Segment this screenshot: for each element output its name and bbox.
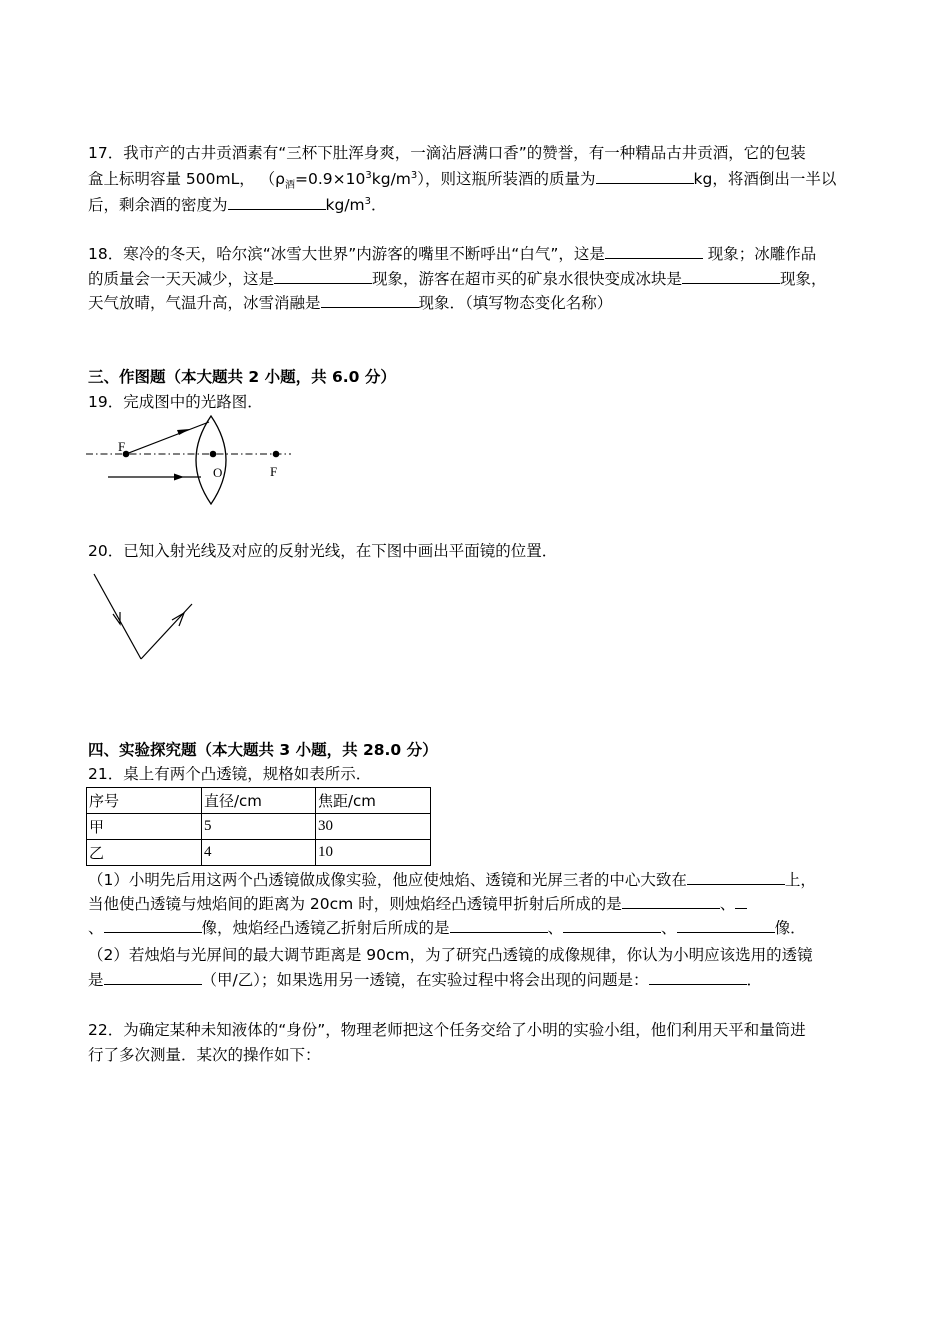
q17-density-blank[interactable] bbox=[228, 195, 326, 210]
header-cell: 序号 bbox=[87, 788, 202, 814]
header-cell: 直径/cm bbox=[202, 788, 316, 814]
q21-lens-a-blank-2a[interactable] bbox=[735, 894, 747, 909]
table-cell: 10 bbox=[316, 840, 431, 866]
q17-text-1: 17．我市产的古井贡酒素有“三杯下肚浑身爽，一滴沾唇满口香”的赞誉，有一种精品古井贡酒，它的包装 bbox=[88, 144, 806, 162]
q21-p1-text-2a: 当他使凸透镜与烛焰间的距离为 20cm 时，则烛焰经凸透镜甲折射后所成的是 bbox=[88, 895, 622, 913]
q21-part2-line-1: （2）若烛焰与光屏间的最大调节距离是 90cm，为了研究凸透镜的成像规律，你认为小明应该选用的透镜 bbox=[88, 946, 813, 964]
q21-lens-a-blank-2b[interactable] bbox=[104, 918, 202, 933]
table-cell: 4 bbox=[202, 840, 316, 866]
q18-line-2 bbox=[88, 269, 827, 289]
q17-line-1 bbox=[88, 143, 806, 163]
q21-lens-choice-blank[interactable] bbox=[104, 970, 202, 985]
q18-blank-3[interactable] bbox=[682, 269, 780, 284]
q18-text-1a: 18．寒冷的冬天，哈尔滨“冰雪大世界”内游客的嘴里不断呼出“白气”，这是 bbox=[88, 245, 605, 263]
q19-prompt: 19．完成图中的光路图． bbox=[88, 393, 263, 411]
q17-text-2e: kg，将酒倒出一半以 bbox=[693, 170, 837, 188]
section-4-heading: 四、实验探究题（本大题共 3 小题，共 28.0 分） bbox=[88, 741, 438, 759]
table-cell: 甲 bbox=[87, 814, 202, 840]
q17-text-2b: =0.9×10 bbox=[295, 170, 366, 188]
table-row bbox=[87, 840, 431, 866]
q21-lens-b-blank-2[interactable] bbox=[563, 918, 661, 933]
q21-part2-line-2 bbox=[88, 970, 762, 990]
q21-p1-text-3e: 像． bbox=[774, 919, 806, 937]
q17-text-2c: kg/m bbox=[371, 170, 411, 188]
q21-p1-text-1b: 上， bbox=[784, 871, 816, 889]
q21-part1-line-3 bbox=[88, 918, 806, 938]
optical-center-dot bbox=[210, 451, 217, 458]
q22-line-2: 行了多次测量．某次的操作如下： bbox=[88, 1046, 321, 1064]
q17-line-2 bbox=[88, 169, 837, 192]
q21-p2-text-2a: 是 bbox=[88, 971, 104, 989]
q17-line-3 bbox=[88, 195, 387, 215]
q18-text-2a: 的质量会一天天减少，这是 bbox=[88, 270, 275, 288]
table-cell: 5 bbox=[202, 814, 316, 840]
q18-text-3b: 现象．（填写物态变化名称） bbox=[418, 294, 613, 312]
q21-p1-text-3b: 像，烛焰经凸透镜乙折射后所成的是 bbox=[201, 919, 450, 937]
q21-lens-a-blank-1[interactable] bbox=[622, 894, 720, 909]
q21-problem-blank[interactable] bbox=[649, 970, 747, 985]
q20-reflection-diagram bbox=[88, 570, 198, 665]
q17-sup-1: 3 bbox=[365, 169, 372, 181]
q19-lens-diagram bbox=[86, 414, 296, 506]
q22-line-1: 22．为确定某种未知液体的“身份”，物理老师把这个任务交给了小明的实验小组，他们利用天平和量筒进 bbox=[88, 1021, 806, 1039]
q21-p2-text-2b: （甲/乙）；如果选用另一透镜，在实验过程中将会出现的问题是： bbox=[201, 971, 649, 989]
q17-mass-blank[interactable] bbox=[596, 169, 694, 184]
focus-right-dot bbox=[273, 451, 280, 458]
q21-p1-text-1a: （1）小明先后用这两个凸透镜做成像实验，他应使烛焰、透镜和光屏三者的中心大致在 bbox=[88, 871, 687, 889]
q17-text-3b: kg/m bbox=[325, 196, 365, 214]
q17-text-3a: 后，剩余酒的密度为 bbox=[88, 196, 228, 214]
q21-center-blank[interactable] bbox=[687, 870, 785, 885]
table-cell: 乙 bbox=[87, 840, 202, 866]
q21-intro: 21．桌上有两个凸透镜，规格如表所示． bbox=[88, 765, 372, 783]
table-header-row bbox=[87, 788, 431, 814]
q18-text-3a: 天气放晴，气温升高，冰雪消融是 bbox=[88, 294, 321, 312]
optical-center-label: O bbox=[213, 465, 223, 480]
q18-line-3 bbox=[88, 293, 612, 313]
q21-part1-line-1 bbox=[88, 870, 816, 890]
q17-sup-3: 3 bbox=[364, 195, 372, 207]
table-cell: 30 bbox=[316, 814, 431, 840]
q21-p1-text-2b: 、 bbox=[719, 895, 736, 913]
focus-right-label: F bbox=[270, 464, 278, 479]
q18-text-1b: 现象；冰雕作品 bbox=[702, 245, 817, 263]
q21-lens-b-blank-3[interactable] bbox=[677, 918, 775, 933]
q18-text-2c: 现象， bbox=[780, 270, 827, 288]
q18-blank-1[interactable] bbox=[605, 244, 703, 259]
incident-ray bbox=[94, 574, 141, 659]
q17-sup-2: 3 bbox=[410, 169, 418, 181]
q18-blank-2[interactable] bbox=[274, 269, 372, 284]
q17-text-2a: 盒上标明容量 500mL， （ρ bbox=[88, 170, 286, 188]
q17-text-3c: ． bbox=[371, 196, 387, 214]
convex-lens bbox=[196, 416, 226, 504]
q21-p2-text-2c: ． bbox=[746, 971, 763, 989]
ray-arrow-1 bbox=[177, 429, 190, 435]
section-3-heading: 三、作图题（本大题共 2 小题，共 6.0 分） bbox=[88, 368, 396, 386]
lens-spec-table bbox=[86, 787, 431, 866]
q18-line-1 bbox=[88, 244, 816, 264]
q21-lens-b-blank-1[interactable] bbox=[450, 918, 548, 933]
q18-blank-4[interactable] bbox=[321, 293, 419, 308]
focus-left-label: F bbox=[118, 439, 126, 454]
q21-p1-text-3a: 、 bbox=[88, 919, 104, 937]
ray-arrow-2 bbox=[174, 474, 184, 481]
q18-text-2b: 现象，游客在超市买的矿泉水很快变成冰块是 bbox=[372, 270, 683, 288]
header-cell: 焦距/cm bbox=[316, 788, 431, 814]
q21-p1-text-3d: 、 bbox=[661, 919, 677, 937]
q21-p1-text-3c: 、 bbox=[547, 919, 564, 937]
q20-prompt: 20．已知入射光线及对应的反射光线，在下图中画出平面镜的位置． bbox=[88, 542, 558, 560]
q21-part1-line-2 bbox=[88, 894, 747, 914]
q17-subscript: 酒 bbox=[285, 180, 296, 192]
q17-text-2d: ），则这瓶所装酒的质量为 bbox=[417, 170, 596, 188]
table-row bbox=[87, 814, 431, 840]
